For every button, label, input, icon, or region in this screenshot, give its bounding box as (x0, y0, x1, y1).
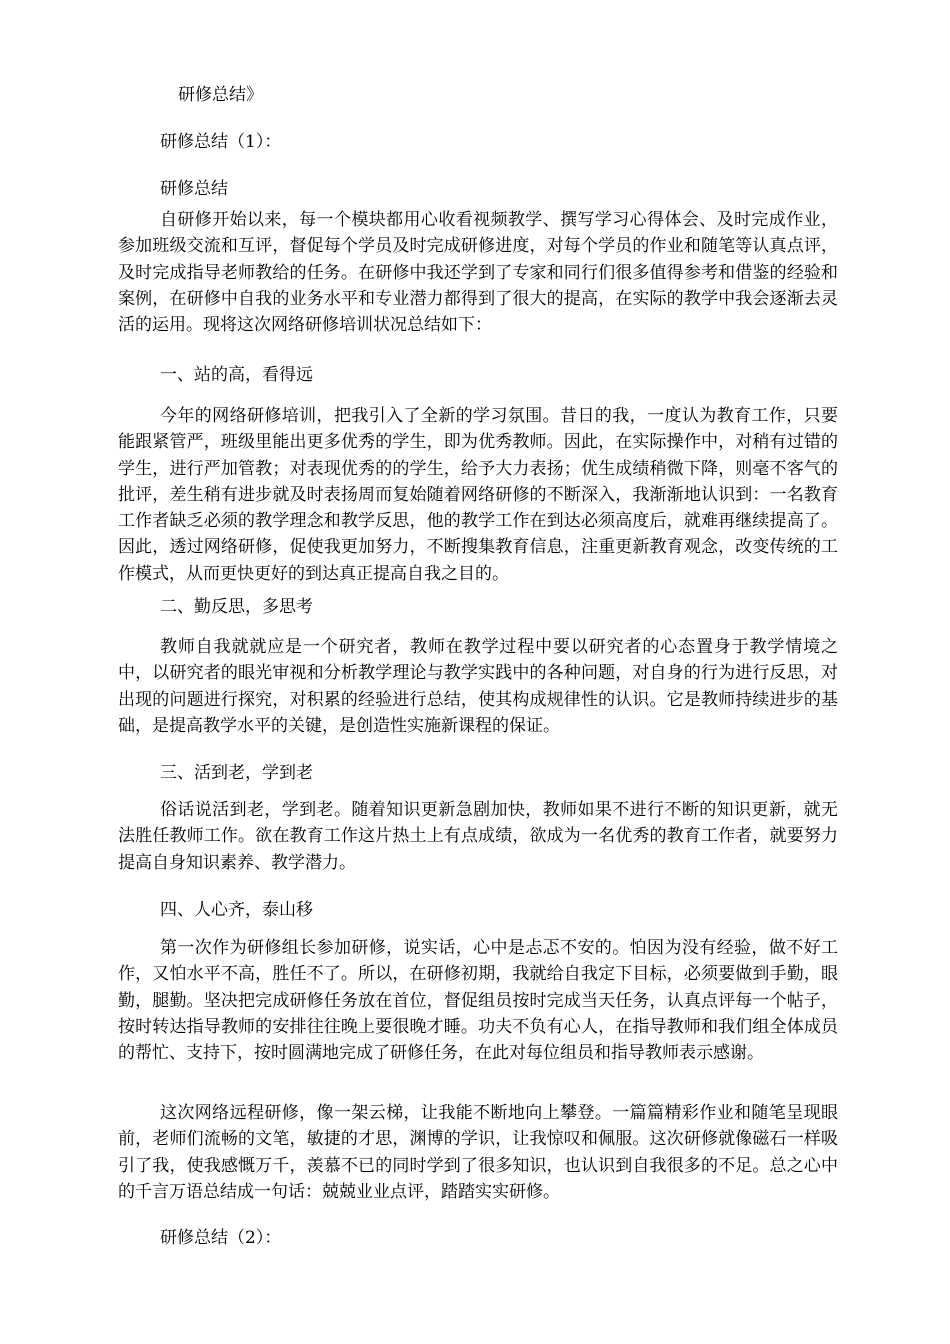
heading-3: 三、活到老，学到老 (160, 763, 313, 783)
paragraph-2: 教师自我就就应是一个研究者，教师在教学过程中要以研究者的心态置身于教学情境之中，以研究者的眼光审视和分析教学理论与教学实践中的各种问题，对自身的行为进行反思，对出现的问题进行探究，对积累的经验进行总结，使其构成规律性的认识。它是教师持续进步的基础，是提高教学水平的关键，是创造性实施新课程的保证。 (118, 637, 838, 736)
heading-1: 一、站的高，看得远 (160, 365, 313, 385)
section1-label: 研修总结（1）： (160, 132, 282, 152)
paragraph-1: 今年的网络研修培训，把我引入了全新的学习氛围。昔日的我，一度认为教育工作，只要能跟紧管严，班级里能出更多优秀的学生，即为优秀教师。因此，在实际操作中，对稍有过错的学生，进行严加管教；对表现优秀的的学生，给予大力表扬；优生成绩稍微下降，则毫不客气的批评，差生稍有进步就及时表扬周而复始随着网络研修的不断深入，我渐渐地认识到：一名教育工作者缺乏必须的教学理念和教学反思，他的教学工作在到达必须高度后，就难再继续提高了。因此，透过网络研修，促使我更加努力，不断搜集教育信息，注重更新教育观念，改变传统的工作模式，从而更快更好的到达真正提高自我之目的。 (118, 406, 838, 584)
heading-2: 二、勤反思，多思考 (160, 597, 313, 617)
paragraph-3: 俗话说活到老，学到老。随着知识更新急剧加快，教师如果不进行不断的知识更新，就无法胜任教师工作。欲在教育工作这片热土上有点成绩，欲成为一名优秀的教育工作者，就要努力提高自身知识素养、教学潜力。 (118, 800, 838, 873)
section2-label: 研修总结（2）： (160, 1228, 282, 1248)
intro-paragraph: 自研修开始以来，每一个模块都用心收看视频教学、撰写学习心得体会、及时完成作业，参加班级交流和互评，督促每个学员及时完成研修进度，对每个学员的作业和随笔等认真点评，及时完成指导老师教给的任务。在研修中我还学到了专家和同行们很多值得参考和借鉴的经验和案例，在研修中自我的业务水平和专业潜力都得到了很大的提高，在实际的教学中我会逐渐去灵活的运用。现将这次网络研修培训状况总结如下： (118, 210, 838, 336)
paragraph-4: 第一次作为研修组长参加研修，说实话，心中是忐忑不安的。怕因为没有经验，做不好工作，又怕水平不高，胜任不了。所以，在研修初期，我就给自我定下目标，必须要做到手勤，眼勤，腿勤。坚决把完成研修任务放在首位，督促组员按时完成当天任务，认真点评每一个帖子，按时转达指导教师的安排往往晚上要很晚才睡。功夫不负有心人，在指导教师和我们组全体成员的帮忙、支持下，按时圆满地完成了研修任务，在此对每位组员和指导教师表示感谢。 (118, 938, 838, 1064)
section1-subtitle: 研修总结 (160, 179, 228, 199)
heading-4: 四、人心齐，泰山移 (160, 900, 313, 920)
document-title: 研修总结》 (178, 85, 263, 105)
paragraph-5: 这次网络远程研修，像一架云梯，让我能不断地向上攀登。一篇篇精彩作业和随笔呈现眼前，老师们流畅的文笔，敏捷的才思，渊博的学识，让我惊叹和佩服。这次研修就像磁石一样吸引了我，使我感慨万千，羡慕不已的同时学到了很多知识，也认识到自我很多的不足。总之心中的千言万语总结成一句话：兢兢业业点评，踏踏实实研修。 (118, 1103, 838, 1202)
